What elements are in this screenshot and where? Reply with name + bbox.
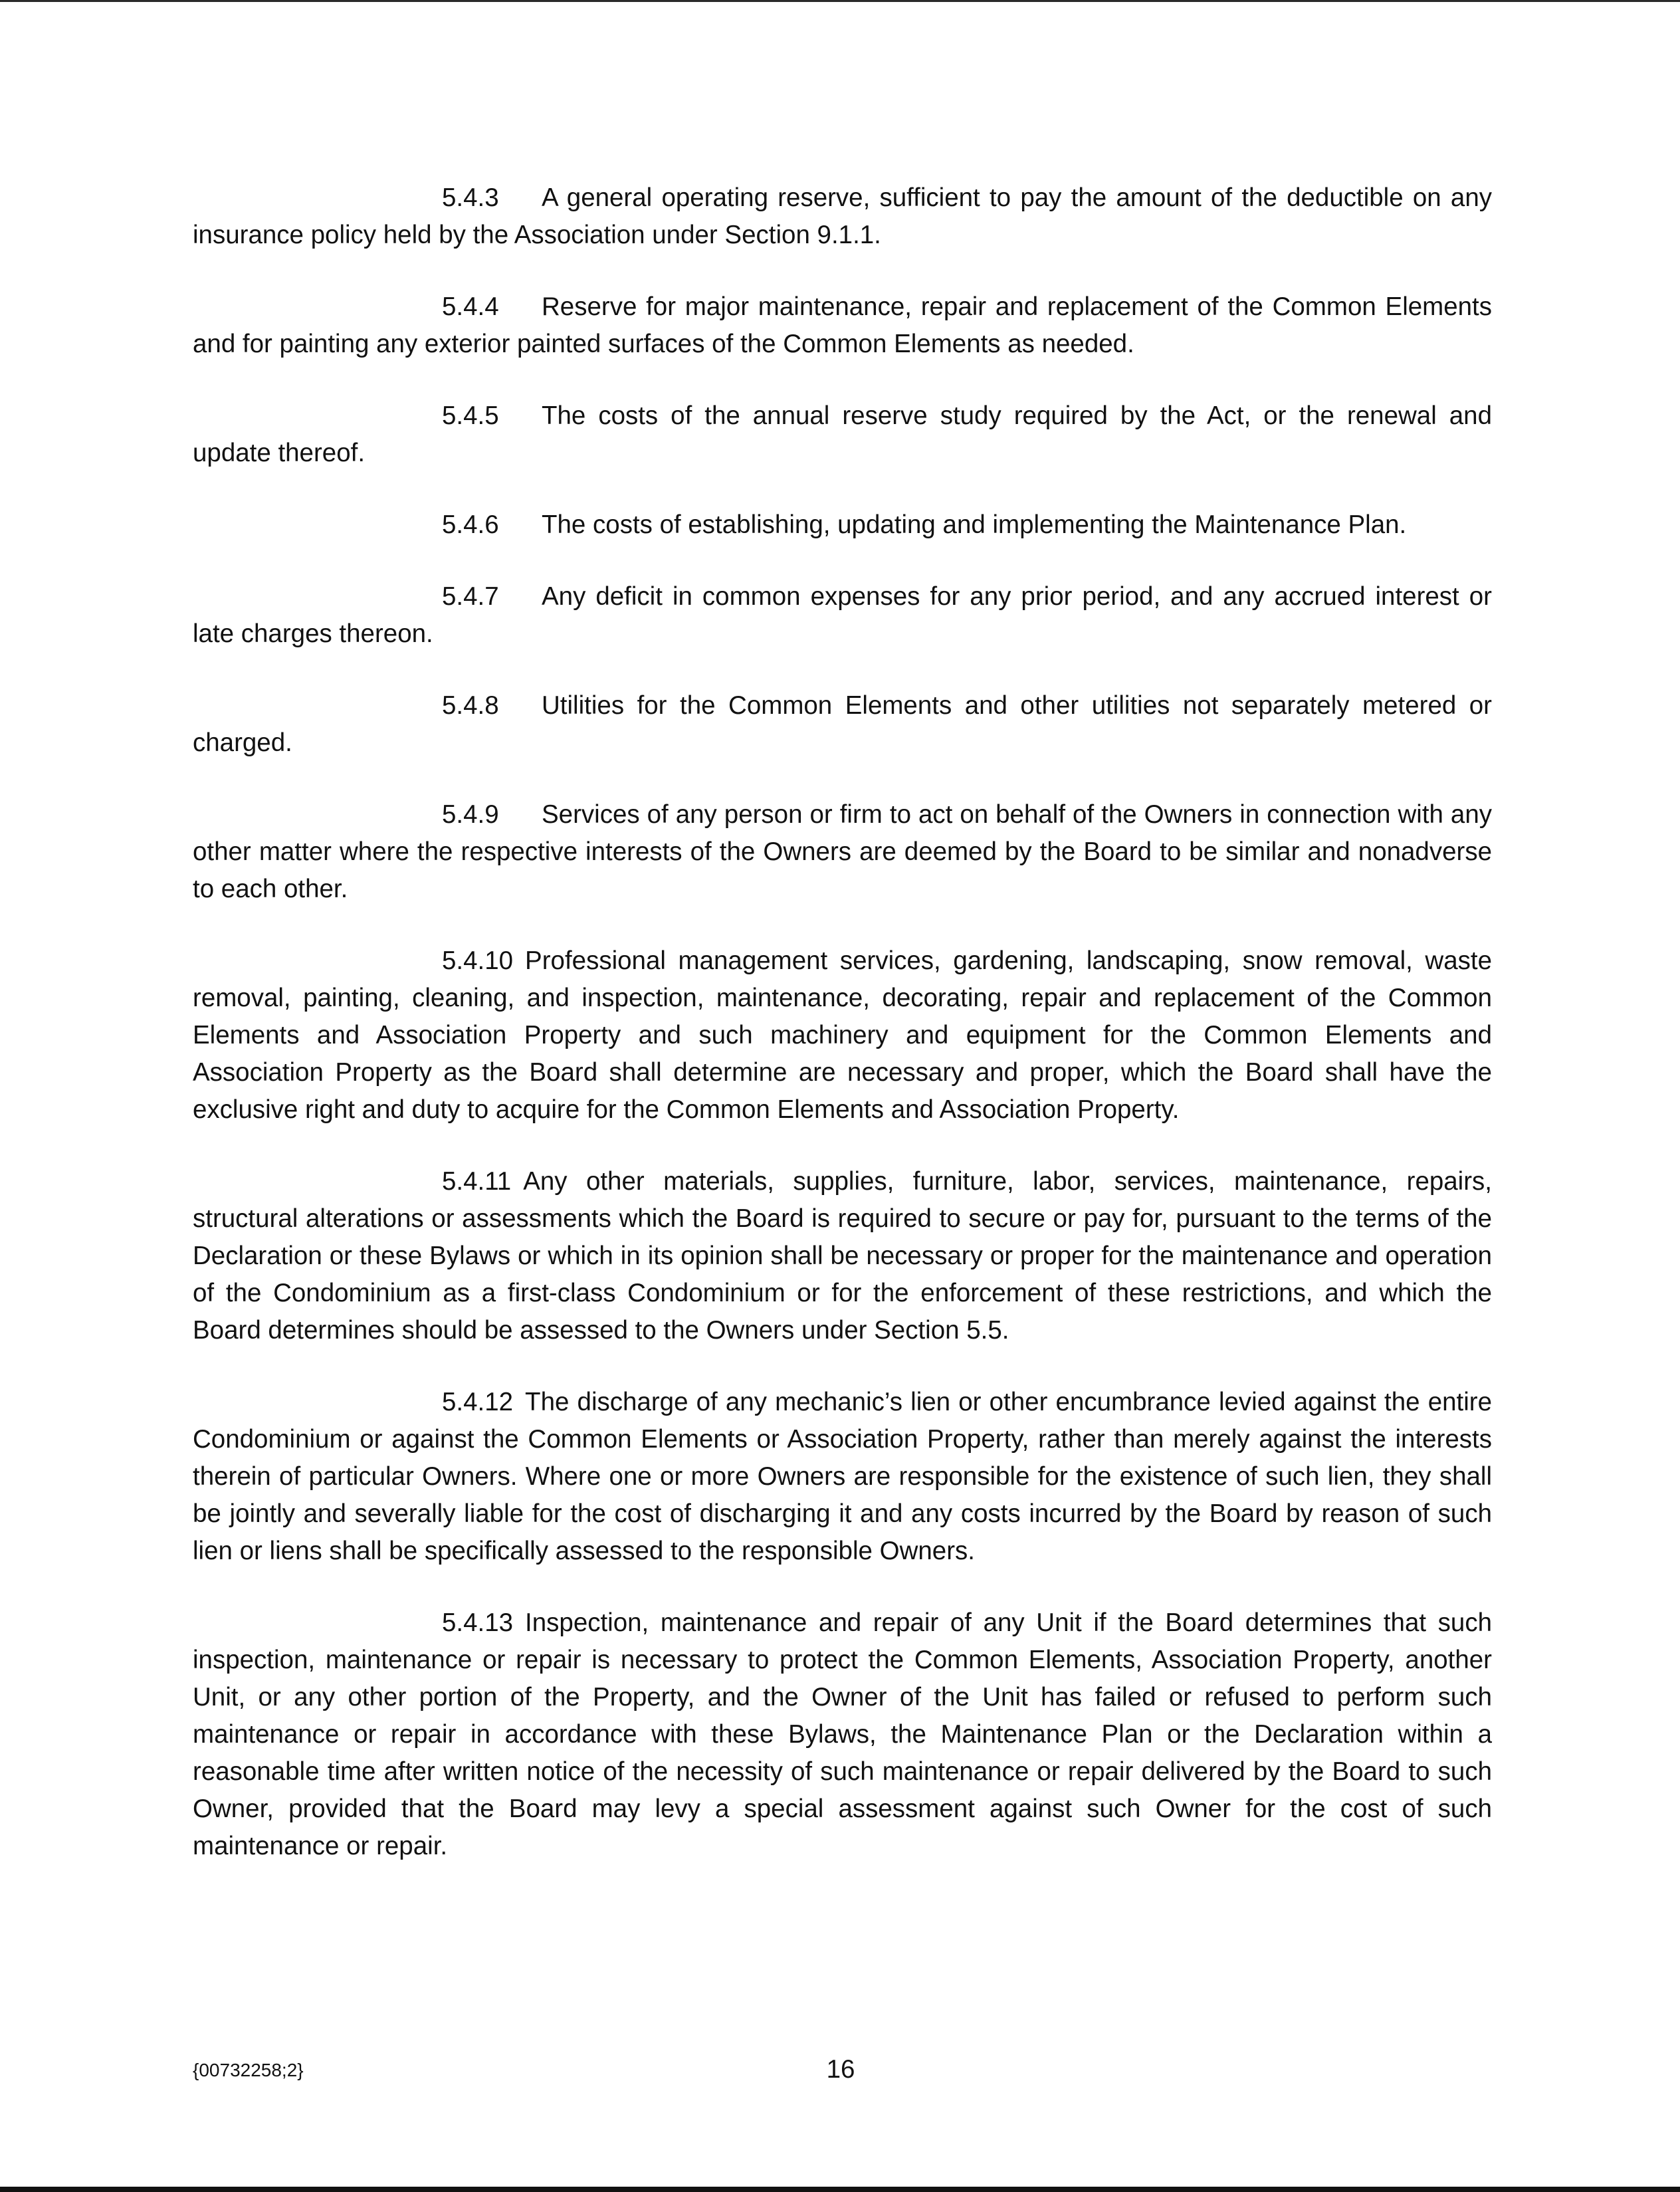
- section-number: 5.4.7: [442, 582, 499, 611]
- section-number: 5.4.5: [442, 401, 499, 430]
- section-5-4-5: [193, 397, 1492, 472]
- section-text: The costs of the annual reserve study required by the Act, or the renewal and update thereof.: [193, 401, 1492, 467]
- section-5-4-3: [193, 179, 1492, 254]
- page-number: 16: [826, 2055, 855, 2084]
- section-number: 5.4.11: [442, 1167, 512, 1196]
- section-5-4-8: [193, 687, 1492, 762]
- section-number: 5.4.10: [442, 946, 514, 975]
- section-number: 5.4.9: [442, 800, 499, 829]
- section-number: 5.4.6: [442, 510, 499, 539]
- section-5-4-12: [193, 1384, 1492, 1570]
- section-5-4-9: [193, 796, 1492, 908]
- section-5-4-13: [193, 1604, 1492, 1865]
- section-number: 5.4.12: [442, 1388, 514, 1416]
- document-body: [193, 179, 1492, 1900]
- section-text: The discharge of any mechanic’s lien or other encumbrance levied against the entire Condominium or against the Common Elements or Association Property, rather than merely against the interests therein of particular Owners. Where one or more Owners are responsible for the existence of such lien, they shall be jointly and severally liable for the cost of discharging it and any costs incurred by the Board by reason of such lien or liens shall be specifically assessed to the responsible Owners.: [193, 1388, 1492, 1565]
- section-text: Services of any person or firm to act on behalf of the Owners in connection with any other matter where the respective interests of the Owners are deemed by the Board to be similar and nonadverse to each other.: [193, 800, 1492, 903]
- section-text: Utilities for the Common Elements and other utilities not separately metered or charged.: [193, 691, 1492, 757]
- section-text: The costs of establishing, updating and implementing the Maintenance Plan.: [542, 510, 1407, 539]
- section-5-4-7: [193, 578, 1492, 653]
- section-text: Any other materials, supplies, furniture, labor, services, maintenance, repairs, structural alterations or assessments which the Board is required to secure or pay for, pursuant to the terms of the Declaration or these Bylaws or which in its opinion shall be necessary or proper for the maintenance and operation of the Condominium as a first-class Condominium or for the enforcement of these restrictions, and which the Board determines should be assessed to the Owners under Section 5.5.: [193, 1167, 1492, 1345]
- section-text: Any deficit in common expenses for any prior period, and any accrued interest or late charges thereon.: [193, 582, 1492, 648]
- section-5-4-6: [193, 506, 1492, 544]
- section-text: A general operating reserve, sufficient to pay the amount of the deductible on any insurance policy held by the Association under Section 9.1.1.: [193, 183, 1492, 249]
- top-rule: [0, 0, 1680, 2]
- section-number: 5.4.8: [442, 691, 499, 720]
- section-text: Inspection, maintenance and repair of any Unit if the Board determines that such inspection, maintenance or repair is necessary to protect the Common Elements, Association Property, another Unit, or any other portion of the Property, and the Owner of the Unit has failed or refused to perform such maintenance or repair in accordance with these Bylaws, the Maintenance Plan or the Declaration within a reasonable time after written notice of the necessity of such maintenance or repair delivered by the Board to such Owner, provided that the Board may levy a special assessment against such Owner for the cost of such maintenance or repair.: [193, 1608, 1492, 1860]
- section-5-4-11: [193, 1163, 1492, 1349]
- section-number: 5.4.3: [442, 183, 499, 212]
- section-5-4-4: [193, 288, 1492, 363]
- bottom-rule: [0, 2187, 1680, 2192]
- section-number: 5.4.13: [442, 1608, 514, 1637]
- document-reference: {00732258;2}: [193, 2060, 304, 2080]
- section-5-4-10: [193, 942, 1492, 1129]
- section-text: Professional management services, gardening, landscaping, snow removal, waste removal, painting, cleaning, and inspection, maintenance, decorating, repair and replacement of the Common Elements and Association Property and such machinery and equipment for the Common Elements and Association Property as the Board shall determine are necessary and proper, which the Board shall have the exclusive right and duty to acquire for the Common Elements and Association Property.: [193, 946, 1492, 1124]
- section-number: 5.4.4: [442, 292, 499, 321]
- section-text: Reserve for major maintenance, repair and replacement of the Common Elements and for painting any exterior painted surfaces of the Common Elements as needed.: [193, 292, 1492, 358]
